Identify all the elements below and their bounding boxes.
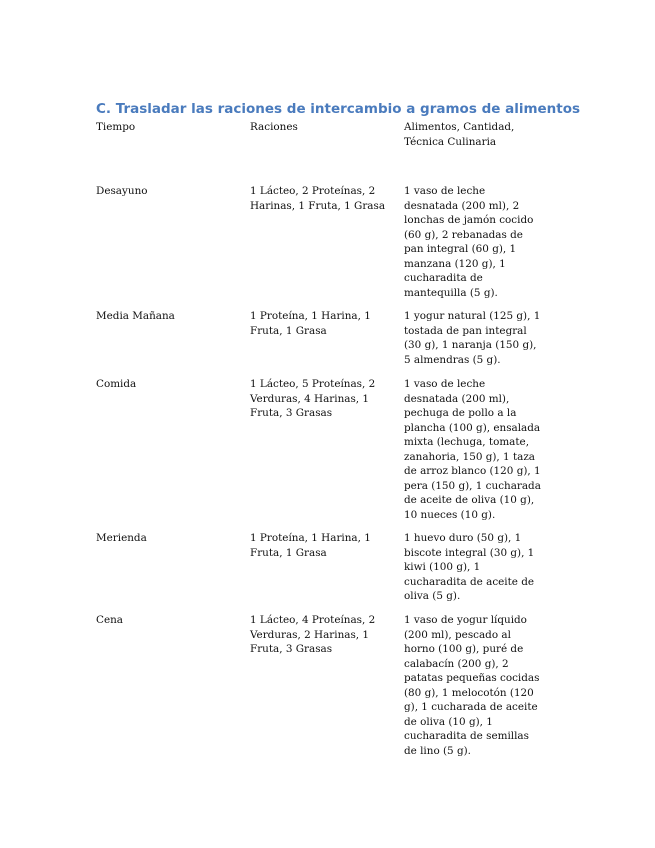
row-raciones: 1 Lácteo, 4 Proteínas, 2 Verduras, 2 Harinas, 1 Fruta, 3 Grasas [250, 614, 376, 655]
row-tiempo: Desayuno [96, 185, 148, 197]
row-alimentos: 1 vaso de leche desnatada (200 ml), 2 lonchas de jamón cocido (60 g), 2 rebanadas de pan integral (60 g), 1 manzana (120 g), 1 cucharadita de mantequilla (5 g). [404, 185, 534, 299]
row-raciones: 1 Lácteo, 5 Proteínas, 2 Verduras, 4 Harinas, 1 Fruta, 3 Grasas [250, 378, 376, 419]
row-tiempo: Merienda [96, 532, 147, 544]
row-raciones: 1 Proteína, 1 Harina, 1 Fruta, 1 Grasa [250, 310, 371, 337]
row-raciones: 1 Proteína, 1 Harina, 1 Fruta, 1 Grasa [250, 532, 371, 559]
header-raciones: Raciones [250, 121, 298, 133]
header-tiempo: Tiempo [96, 121, 136, 133]
row-raciones: 1 Lácteo, 2 Proteínas, 2 Harinas, 1 Fruta, 1 Grasa [250, 185, 386, 212]
row-tiempo: Comida [96, 378, 137, 390]
row-alimentos: 1 vaso de leche desnatada (200 ml), pechuga de pollo a la plancha (100 g), ensalada mixta (lechuga, tomate, zanahoria, 150 g), 1 taza de arroz blanco (120 g), 1 pera (150 g), 1 cucharada de aceite de oliva (10 g), 10 nueces (10 g). [404, 378, 541, 521]
header-alimentos: Alimentos, Cantidad, Técnica Culinaria [404, 121, 515, 148]
section-heading: C. Trasladar las raciones de intercambio a gramos de alimentos [96, 101, 581, 117]
row-alimentos: 1 yogur natural (125 g), 1 tostada de pan integral (30 g), 1 naranja (150 g), 5 almendras (5 g). [404, 310, 541, 366]
row-alimentos: 1 vaso de yogur líquido (200 ml), pescado al horno (100 g), puré de calabacín (200 g), 2 patatas pequeñas cocidas (80 g), 1 melocotón (120 g), 1 cucharada de aceite de oliva (10 g), 1 cucharadita de semillas de lino (5 g). [404, 614, 540, 757]
row-tiempo: Media Mañana [96, 310, 175, 322]
row-tiempo: Cena [96, 614, 123, 626]
row-alimentos: 1 huevo duro (50 g), 1 biscote integral (30 g), 1 kiwi (100 g), 1 cucharadita de aceite de oliva (5 g). [404, 532, 535, 602]
